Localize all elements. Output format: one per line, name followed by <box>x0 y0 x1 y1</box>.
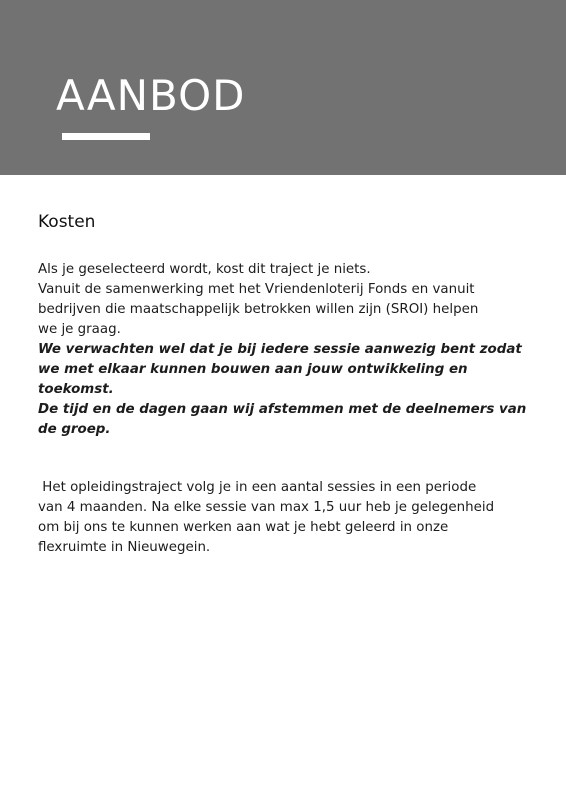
emphasis-line: We verwachten wel dat je bij iedere sessie aanwezig bent zodat <box>38 342 522 357</box>
program-paragraph <box>38 478 513 558</box>
emphasis-line: we met elkaar kunnen bouwen aan jouw ontwikkeling en <box>38 362 468 377</box>
text-line: flexruimte in Nieuwegein. <box>38 540 211 555</box>
text-line: Als je geselecteerd wordt, kost dit traject je niets. <box>38 262 371 277</box>
page-title: AANBOD <box>56 71 246 120</box>
text-line: Het opleidingstraject volg je in een aantal sessies in een periode <box>38 480 477 495</box>
text-line: bedrijven die maatschappelijk betrokken willen zijn (SROI) helpen <box>38 302 479 317</box>
text-line: om bij ons te kunnen werken aan wat je hebt geleerd in onze <box>38 520 449 535</box>
emphasis-line: toekomst. <box>38 382 114 397</box>
emphasis-line: de groep. <box>38 422 111 437</box>
title-underline <box>62 133 150 140</box>
emphasis-line: De tijd en de dagen gaan wij afstemmen met de deelnemers van <box>38 402 527 417</box>
text-line: we je graag. <box>38 322 121 337</box>
section-heading-kosten: Kosten <box>38 212 96 232</box>
text-line: Vanuit de samenwerking met het Vriendenloterij Fonds en vanuit <box>38 282 475 297</box>
kosten-paragraph <box>38 260 527 440</box>
header-banner <box>0 0 566 175</box>
content-section <box>38 210 527 558</box>
text-line: van 4 maanden. Na elke sessie van max 1,5 uur heb je gelegenheid <box>38 500 495 515</box>
